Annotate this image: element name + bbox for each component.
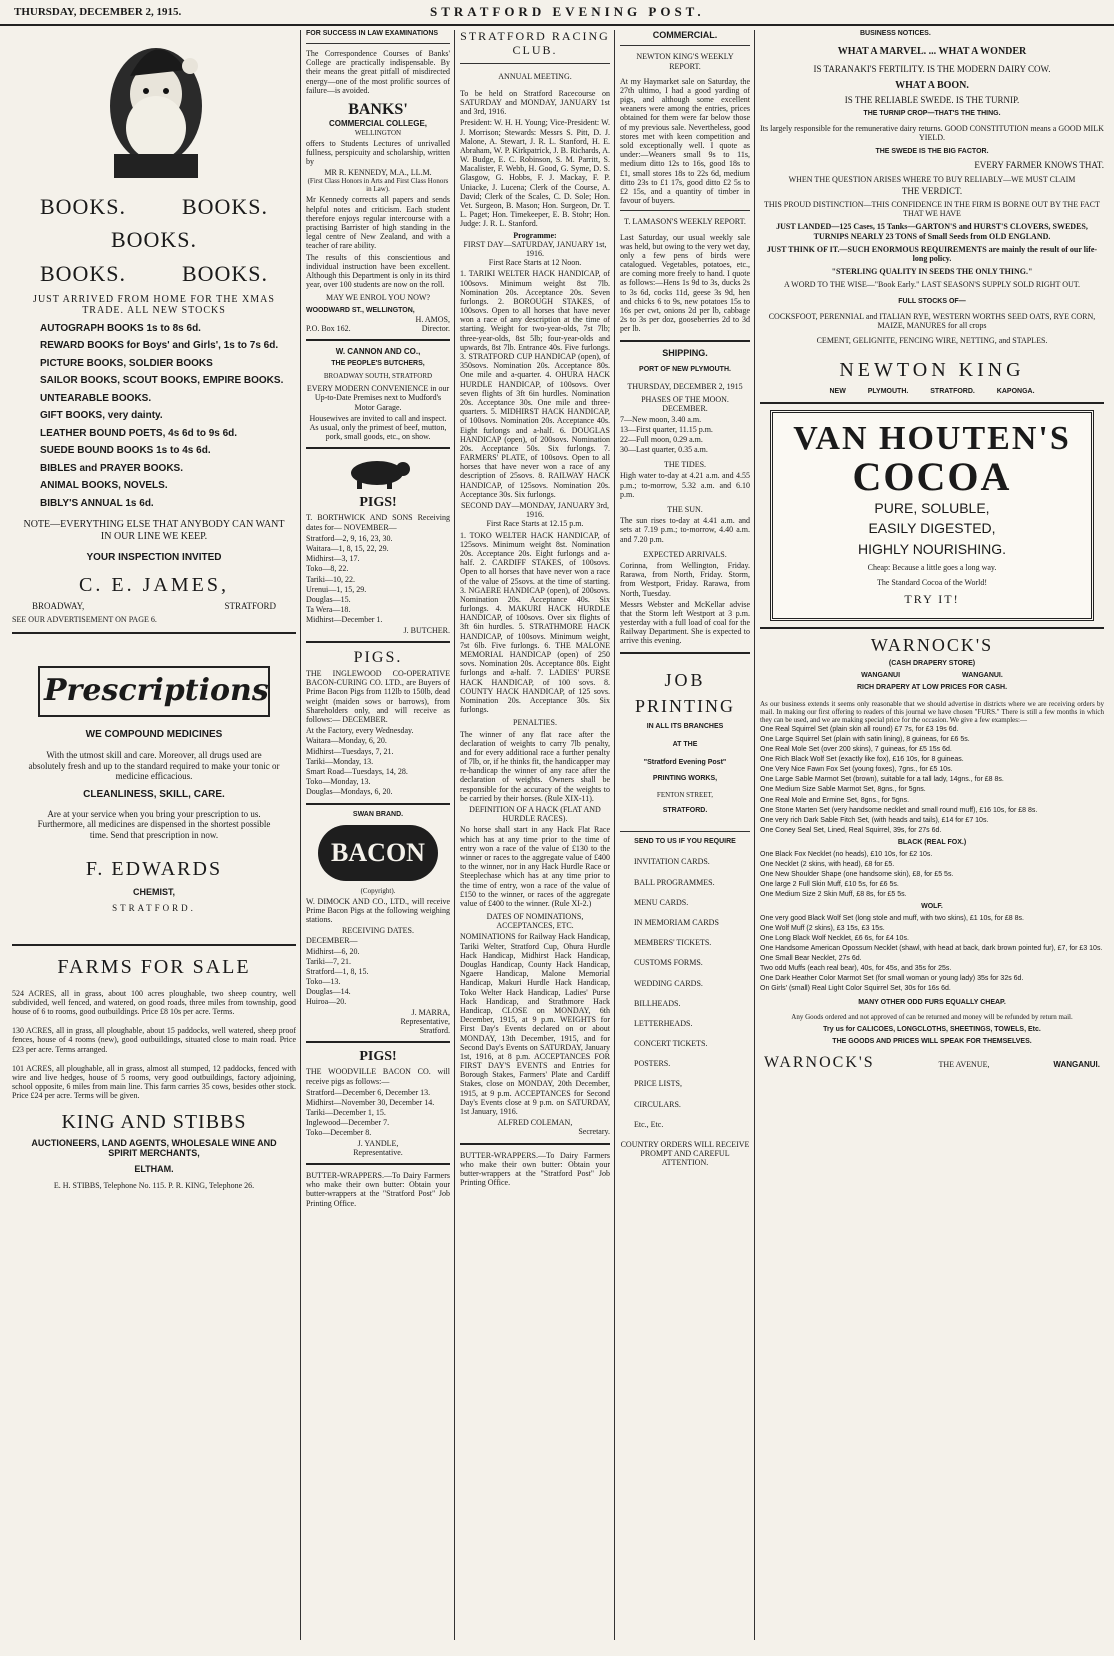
annual-meeting: ANNUAL MEETING. [498, 71, 572, 81]
warnocks-name: WARNOCK'S [870, 635, 994, 656]
date-item: Waitara—1, 8, 15, 22, 29. [306, 544, 389, 553]
coleman-name: ALFRED COLEMAN, [497, 1118, 573, 1128]
fur-item: One Rich Black Wolf Set (exactly like fox), £16 10s, for 8 guineas. [760, 756, 964, 764]
marra-title: Representative, [400, 1016, 450, 1026]
books-advert [12, 36, 296, 634]
date-item: Huiroa—20. [306, 997, 347, 1007]
sterling-text: "STERLING QUALITY IN SEEDS THE ONLY THING." [831, 267, 1033, 277]
date-item: Midhirst—6, 20. [306, 946, 360, 956]
fur-item: One Necklet (2 skins, with head), £8 for £5. [760, 860, 895, 868]
printing-item: MENU CARDS. [634, 897, 689, 907]
fur-item: One Wolf Muff (2 skins), £3 15s, £3 15s. [760, 925, 885, 933]
black-fox-heading: BLACK (REAL FOX.) [897, 838, 967, 846]
printing-item: BILLHEADS. [634, 998, 681, 1008]
date-item: Inglewood—December 7. [306, 1118, 390, 1128]
pig-icon [343, 455, 413, 489]
printing-item: LETTERHEADS. [634, 1018, 693, 1028]
try-us: Try us for CALICOES, LONGCLOTHS, SHEETINGS, TOWELS, Etc. [823, 1025, 1041, 1033]
cheap-text: Cheap: Because a little goes a long way. [867, 562, 997, 572]
farm-listing: 524 ACRES, all in grass, about 100 acres ploughable, two sheep country, well subdivided, well fenced, and watered, on good roads, three miles from township, good house of 6 to rooms, good outbuildings. Price £8 10s per acre. Terms. [12, 988, 296, 1017]
kennedy-honors: (First Class Honors in Arts and First Class Honors in Law). [307, 177, 449, 194]
farm-listing: 130 ACRES, all in grass, all ploughable, about 15 paddocks, well watered, sheep proof fences, house of 4 rooms (new), good outbuildings, situated close to main road. Price £23 per acre. Terms arranged. [12, 1026, 296, 1054]
column-3 [460, 30, 610, 1650]
fur-item: One Coney Seal Set, Lined, Real Squirrel, 39s, for 27s 6d. [760, 826, 942, 834]
book-item: BIBLY'S ANNUAL 1s 6d. [40, 497, 154, 509]
date-item: Ta Wera—18. [306, 605, 351, 615]
when-text: WHEN THE QUESTION ARISES WHERE TO BUY RELIABLY—WE MUST CLAIM [788, 174, 1076, 184]
service-text: Are at your service when you bring your prescription to us. Furthermore, all medicines are dispensed in the shortest possible time. Send that prescription in now. [37, 808, 271, 840]
books-heading: BOOKS. [181, 260, 269, 286]
santa-claus-icon [94, 36, 214, 186]
books-heading: BOOKS. [39, 194, 127, 219]
think-text: JUST THINK OF IT.—SUCH ENORMOUS REQUIREMENTS are mainly the result of our life-long policy. [766, 244, 1098, 264]
fur-list [760, 915, 1104, 993]
edwards-town: STRATFORD. [112, 903, 196, 914]
van-houten-advert [770, 410, 1094, 621]
turnip-text: THE TURNIP CROP—THAT'S THE THING. [863, 109, 1001, 117]
fenton-address: FENTON STREET, [656, 791, 714, 800]
cocksfoot-text: COCKSFOOT, PERENNIAL and ITALIAN RYE, WESTERN WORTHS SEED OATS, RYE CORN, MAIZE, MANURES for all crops [768, 311, 1096, 330]
tides-heading: THE TIDES. [663, 460, 707, 470]
issue-date: THURSDAY, DECEMBER 2, 1915. [14, 6, 182, 18]
date-item: Stratford—December 6, December 13. [306, 1087, 431, 1097]
date-item: DECEMBER— [306, 936, 358, 946]
branches-text: IN ALL ITS BRANCHES [646, 723, 724, 731]
swede-text: IS THE RELIABLE SWEDE. IS THE TURNIP. [844, 95, 1020, 106]
business-text: As our business extends it seems only reasonable that we should advertise in districts where we are receiving orders by mail. In making our first offering to readers of this journal we have chosen "FURS." There is still a few months in which they can be used, and we are making special price for the occasion. We give a few examples:— [760, 700, 1104, 725]
fur-item: One large 2 Full Skin Muff, £10 5s, for £6 5s. [760, 880, 899, 888]
sun-heading: THE SUN. [667, 505, 703, 515]
send-heading: SEND TO US IF YOU REQUIRE [634, 838, 736, 846]
any-goods: Any Goods ordered and not approved of can be returned and money will be refunded by return mail. [791, 1013, 1073, 1022]
james-town: STRATFORD [224, 600, 276, 611]
works-name: "Stratford Evening Post" [643, 759, 727, 767]
moon-list [620, 415, 750, 455]
def-hack-text: No horse shall start in any Hack Flat Race which has at any time prior to the time of entry won a race of the value of £130 to the winner or races to the aggregate value of £400 to the winner, nor in any Hack Hurdle Race or Steeplechase which has at any time prior to the time of entry, won a race of the value of £150 to the winner, or races of the aggregate value of £400 to the winner. (Rule XI-2.) [460, 825, 610, 908]
date-item: Douglas—14. [306, 987, 351, 997]
auctioneers-text: AUCTIONEERS, LAND AGENTS, WHOLESALE WINE AND SPIRIT MERCHANTS, [31, 1137, 277, 1158]
eltham-text: ELTHAM. [134, 1164, 174, 1175]
def-hack-heading: DEFINITION OF A HACK (FLAT AND HURDLE RACES). [469, 805, 601, 824]
date-item: Tariki—December 1, 15. [306, 1108, 386, 1118]
fur-item: One Black Fox Necklet (no heads), £10 10s, for £2 10s. [760, 850, 933, 858]
newton-king-name: NEWTON KING [839, 359, 1025, 382]
works-label: PRINTING WORKS, [652, 775, 718, 783]
pigs-heading: PIGS! [359, 495, 397, 511]
borthwick-dates [306, 534, 450, 625]
offers-text: offers to Students Lectures of unrivalled fullness, perspicuity and scholarship, written by [306, 138, 450, 166]
many-furs: MANY OTHER ODD FURS EQUALLY CHEAP. [858, 999, 1006, 1007]
printing-item: CUSTOMS FORMS. [634, 958, 703, 968]
fur-item: One Small Bear Necklet, 27s 6d. [760, 955, 862, 963]
dimock-dates [306, 936, 450, 1006]
first-day: FIRST DAY—SATURDAY, JANUARY 1st, 1916. [463, 239, 607, 258]
printing-item: IN MEMORIAM CARDS [634, 917, 719, 927]
pigs-heading: PIGS! [359, 1049, 397, 1065]
newton-king-advert [760, 46, 1104, 396]
farm-listing: 101 ACRES, all ploughable, all in grass, almost all stumped, 12 paddocks, fenced with wire and live hedges, house of 5 rooms, very good outbuildings, factory adjoining, school opposite, 6 miles from main line. This farm carries 35 cows, besides other stock. Price £24 per acre. Terms will be given. [12, 1063, 296, 1101]
prescriptions-heading [38, 666, 270, 717]
fur-item: One Large Sable Marmot Set (brown), suitable for a tall lady, 14gns., for £8 8s. [760, 776, 1004, 784]
country-orders: COUNTRY ORDERS WILL RECEIVE PROMPT AND CAREFUL ATTENTION. [620, 1140, 750, 1168]
try-it-text: TRY IT! [904, 591, 960, 606]
books-heading: BOOKS. [181, 194, 269, 219]
compound-heading: WE COMPOUND MEDICINES [85, 728, 223, 740]
marra-name: J. MARRA, [411, 1007, 450, 1017]
printing-item: MEMBERS' TICKETS. [634, 938, 712, 948]
marvel-text: WHAT A MARVEL. ... WHAT A WONDER [837, 46, 1027, 58]
date-item: At the Factory, every Wednesday. [306, 726, 414, 736]
director-title: Director. [421, 323, 450, 333]
butcher-signature: J. BUTCHER. [403, 625, 450, 635]
penalties-heading: PENALTIES. [513, 718, 557, 728]
club-heading: STRATFORD RACING CLUB. [460, 30, 610, 57]
held-text: To be held on Stratford Racecourse on SATURDAY and MONDAY, JANUARY 1st and 3rd, 1916. [460, 88, 610, 117]
warnocks-name: WARNOCK'S [764, 1053, 875, 1071]
date-item: Douglas—Mondays, 6, 20. [306, 787, 393, 797]
fur-item: One Very Nice Fawn Fox Set (young foxes), 7gns., for £5 10s. [760, 766, 953, 774]
college-city: WELLINGTON [354, 128, 402, 137]
see-advert: SEE OUR ADVERTISEMENT ON PAGE 6. [12, 615, 157, 625]
sun-text: The sun rises to-day at 4.41 a.m. and sets at 7.19 p.m.; to-morrow, 4.40 a.m. and 7.20 p.m. [620, 516, 750, 544]
cannon-heading: W. CANNON AND CO., [335, 346, 421, 356]
fur-item: One very rich Dark Sable Fitch Set, (with heads and tails), £14 for £7 10s. [760, 816, 989, 824]
wanganui-text: WANGANUI WANGANUI. [861, 671, 1003, 679]
woodville-text: THE WOODVILLE BACON CO. will receive pigs as follows:— [306, 1067, 450, 1086]
warnocks-avenue: THE AVENUE, [938, 1059, 990, 1069]
fur-list [760, 726, 1104, 835]
books-heading: BOOKS. [39, 260, 127, 286]
printing-items [620, 857, 750, 1129]
date-item: Smart Road—Tuesdays, 14, 28. [306, 766, 408, 776]
fur-list [760, 851, 1104, 899]
farms-advert [12, 956, 296, 1190]
lamason-heading: T. LAMASON'S WEEKLY REPORT. [624, 217, 746, 227]
pure-text: PURE, SOLUBLE, [874, 500, 990, 517]
coleman-title: Secretary. [578, 1127, 610, 1137]
clean-heading: CLEANLINESS, SKILL, CARE. [83, 789, 225, 801]
bacon-logo: BACON [318, 825, 438, 881]
corr-text: The Correspondence Courses of Banks' College are practically indispensable. By their means the great pitfall of misdirected energy—one of the most prolific sources of failure—is avoided. [306, 49, 450, 95]
college-heading: COMMERCIAL COLLEGE, [328, 119, 428, 129]
fur-item: Two odd Muffs (each real bear), 40s, for 45s, and 35s for 25s. [760, 965, 952, 973]
dimock-text: W. DIMOCK AND CO., LTD., will receive Prime Bacon Pigs at the following weighing stations. [306, 896, 450, 924]
lamason-text: Last Saturday, our usual weekly sale was held, but owing to the very wet day, only a few pens of birds were catalogued. Vegetables, potatoes, etc., are coming more freely to hand. I quote as follows:—Hens 1s 9d to 3s, ducks 2s to 3s 6d, cocks 11d, geese 3s 9d, hen and chicks 6 to 9s, new potatoes 15s to 16s per cwt, onions 2d per lb, cabbage 2s to 3s per doz, gooseberries 2d to 3d per lb. [620, 232, 750, 334]
phone-text: E. H. STIBBS, Telephone No. 115. P. R. KING, Telephone 26. [53, 1180, 255, 1190]
date-item: Waitara—Monday, 6, 20. [306, 736, 387, 746]
column-rule [454, 30, 455, 1640]
job-heading: JOB [664, 669, 706, 690]
date-item: Stratford—1, 8, 15. [306, 966, 369, 976]
printing-item: PRICE LISTS, [634, 1079, 683, 1089]
yandle-name: J. YANDLE, [357, 1138, 399, 1148]
first-start: First Race Starts at 12 Noon. [488, 258, 582, 268]
printing-item: WEDDING CARDS. [634, 978, 703, 988]
word-text: A WORD TO THE WISE—"Book Early." LAST SEASON'S SUPPLY SOLD RIGHT OUT. [783, 280, 1081, 290]
woodward-address: WOODWARD ST., WELLINGTON, [306, 306, 415, 314]
date-item: Toko—December 8. [306, 1128, 372, 1138]
column-rule [754, 30, 755, 1640]
arrived-text: JUST ARRIVED FROM HOME FOR THE XMAS TRADE. ALL NEW STOCKS [33, 293, 275, 317]
shipping-heading: SHIPPING. [662, 347, 708, 358]
date-item: Urenui—1, 15, 29. [306, 584, 367, 594]
column-2 [306, 30, 450, 1650]
inglewood-text: THE INGLEWOOD CO-OPERATIVE BACON-CURING CO. LTD., are Buyers of Prime Bacon Pigs from 112lb to 150lb, dead weight (maiden sows or barrows), from Shareholders only, and will receive as follows:— DECEMBER. [306, 669, 450, 725]
book-item: GIFT BOOKS, very dainty. [40, 410, 163, 422]
tides-text: High water to-day at 4.21 a.m. and 4.55 p.m.; to-morrow, 5.32 a.m. and 6.10 p.m. [620, 471, 750, 499]
cocoa-heading: COCOA [852, 454, 1012, 500]
works-town: STRATFORD. [662, 807, 708, 815]
fur-item: One Real Squirrel Set (plain skin all round) £7 7s, for £3 19s 6d. [760, 726, 959, 734]
factor-text: THE SWEDE IS THE BIG FACTOR. [875, 148, 989, 156]
wolf-heading: WOLF. [921, 903, 943, 910]
printing-heading: PRINTING [635, 696, 735, 717]
book-item: ANIMAL BOOKS, NOVELS. [40, 480, 168, 492]
phases-heading: PHASES OF THE MOON. [641, 395, 729, 405]
amos-name: H. AMOS, [415, 314, 450, 324]
boon-text: WHAT A BOON. [895, 79, 969, 91]
pigs-heading: PIGS. [353, 648, 403, 666]
wrappers-text: BUTTER-WRAPPERS.—To Dairy Farmers who make their own butter: Obtain your butter-wrappers at the "Stratford Post" Job Printing Office. [460, 1150, 610, 1188]
dates-text: NOMINATIONS for Railway Hack Handicap, Tariki Welter, Stratford Cup, Ohura Hurdle Hack Handicap, Midhirst Hack Handicap, Douglas Handicap, County Hack Handicap, Ngaere Handicap, Malone Memorial Handicap, Makuri Hurdle Hack Handicap, Toko Welter Hack Handicap, Ladies' Purse Hack Handicap, and Strathmore Hack Handicap, CLOSE on MONDAY, 6th December, 1915, at 9 p.m. WEIGHTS for First Day's Events declared on or about MONDAY, 13th December, 1915, and for Second Day's Events on SATURDAY, January 1st, 1916, at 8 p.m. ACCEPTANCES FOR FIRST DAY'S EVENTS and Entries for Borough Stakes, Farmers' Plate and Cardiff Stakes, close on MONDAY, 20th December, 1915, at 9 p.m. ACCEPTANCES for Second Day's Events close at 9 p.m. on SATURDAY, 1st January, 1916. [460, 932, 610, 1117]
note-text: NOTE—EVERYTHING ELSE THAT ANYBODY CAN WANT IN OUR LINE WE KEEP. [23, 519, 285, 542]
officials-text: President: W. H. H. Young; Vice-President: W. J. Morrison; Stewards: Messrs S. Pitt, D. J. Malone, A. Stewart, J. R. L. Stanford, H. E. Abraham, W. P. Kirkpatrick, J. B. Richards, A. W. Budge, E. C. Robinson, S. M. Parritt, S. Macalister, F. Webb, H. Good, G. Syme, D. S. Glasgow, G. Hobbs, F. J. Mackay, F. P. Uniacke, J. Lucena; Clerk of the Course, A. David; Clerk of the Scales, C. D. Sole; Hon. Vet. Surgeon, B. Mason; Hon. Surgeon, Dr. T. L. Paget; Hon. Timekeeper, E. B. Stohr; Hon. Judge: J. R. L. Stanford. [460, 118, 610, 229]
date-item: Toko—13. [306, 977, 341, 987]
newton-towns: NEW PLYMOUTH. STRATFORD. KAPONGA. [829, 388, 1035, 396]
fur-item: One Long Black Wolf Necklet, £6 6s, for £4 10s. [760, 935, 909, 943]
column-5 [760, 30, 1104, 1650]
webster-text: Messrs Webster and McKellar advise that the Storm left Westport at 3 p.m. yesterday with a full load of coal for the Railway Department. She is expected to arrive this evening. [620, 599, 750, 646]
moon-item: 30—Last quarter, 0.35 a.m. [620, 445, 708, 455]
printing-item: INVITATION CARDS. [634, 857, 710, 867]
fur-item: One Medium Size Sable Marmot Set, 8gns., for 5gns. [760, 786, 926, 794]
dates-heading: DATES OF NOMINATIONS, ACCEPTANCES, ETC. [486, 912, 584, 931]
highly-text: HIGHLY NOURISHING. [857, 540, 1007, 557]
warnocks-advert [760, 635, 1104, 1072]
results-text: The results of this conscientious and individual instruction have been excellent. Although this Department is only in its third year, over 100 students are now on the roll. [306, 252, 450, 290]
programme-heading: Programme: [513, 230, 557, 240]
printing-item: POSTERS. [634, 1059, 671, 1069]
date-item: Midhirst—3, 17. [306, 554, 360, 564]
verdict-text: THE VERDICT. [901, 185, 963, 196]
date-item: Tariki—7, 21. [306, 956, 351, 966]
fur-item: One Real Mole Set (over 200 skins), 7 guineas, for £5 15s 6d. [760, 746, 952, 754]
landed-text: JUST LANDED—125 Cases, 15 Tanks—GARTON'S and HURST'S CLOVERS, SWEDES, TURNIPS NEARLY 23 TONS of Small Seeds from OLD ENGLAND. [776, 222, 1088, 241]
fur-item: One Real Mole and Ermine Set, 8gns., for 5gns. [760, 796, 910, 804]
edwards-name: F. EDWARDS [85, 857, 223, 880]
month-heading: DECEMBER. [662, 404, 708, 414]
kennedy-name: MR R. KENNEDY, M.A., LL.M. [324, 168, 432, 178]
printing-item: CIRCULARS. [634, 1099, 681, 1109]
skill-text: With the utmost skill and care. Moreover, all drugs used are absolutely fresh and up to the standard required to make your tonic or medicine efficacious. [28, 750, 280, 782]
corrects-text: Mr Kennedy corrects all papers and sends helpful notes and criticism. Each student therefore enjoys regular intercourse with a practising Barrister of high standing in the legal centre of New Zealand, and with a teacher of rare ability. [306, 195, 450, 251]
book-item: AUTOGRAPH BOOKS 1s to 8s 6d. [40, 322, 201, 334]
moon-item: 13—First quarter, 11.15 p.m. [620, 424, 713, 434]
date-item: Tariki—Monday, 13. [306, 756, 374, 766]
column-rule [300, 30, 301, 1640]
nk-report-text: At my Haymarket sale on Saturday, the 27th ultimo, I had a good yarding of pigs, and although some excellent weaners were among the entries, prices obtained for them were far below those of my previous sale. Nevertheless, good stores met with keen competition and sold exceptionally well. I quote as under:—Weaners small 9s to 11s, medium ditto 12s to 16s, good 18s to £1, small stores 18s to 22s 6d, medium ditto 23s to £1 17s, good ditto £2 5s to £2 15s, and a quantity of timber in favour of buyers. [620, 76, 750, 206]
marra-town: Stratford. [419, 1026, 450, 1036]
masthead [0, 0, 1114, 26]
races-day1: 1. TARIKI WELTER HACK HANDICAP, of 100sovs. Minimum weight 8st 7lb. Nomination 20s. Acceptance 20s. Seven furlongs. 2. BOROUGH STAKES, of 100sovs. Open to all horses that have never won a race of any description at the time of starting. Weight for two-year-olds, 7st 7lb; three-year-olds, 8st 5lb; four-year-olds and upwards, 8st 7lb. Entrance 40s. Five furlongs. 3. STRATFORD CUP HANDICAP (open), of 350sovs. Nomination 20s. Acceptance 80s. One mile and a-quarter. 4. OHURA HACK HURDLE HANDICAP, of 100sovs. Over seven flights of 3ft 6in hurdles. Nomination 20s. Acceptance 30s. One mile and three-quarters. 5. MIDHIRST HACK HANDICAP, of 100sovs. Nomination 20s. Acceptance 40s. Eight furlongs and a-half. 6. DOUGLAS HANDICAP (open), of 200sovs. Nomination 20s. Acceptance 50s. Six furlongs. 7. FARMERS' PLATE, of 100sovs. Open to all horses that have never won a race of any description of 25sovs. 8. RAILWAY HACK HANDICAP, of 125sovs. Nomination 20s. Acceptance 30s. Six furlongs. [460, 269, 610, 499]
book-item: REWARD BOOKS for Boys' and Girls', 1s to 7s 6d. [40, 340, 279, 352]
fur-item: One Medium Size 2 Skin Muff, £8 8s, for £5 5s. [760, 890, 907, 898]
invite-text: YOUR INSPECTION INVITED [86, 552, 222, 564]
date-item: Stratford—2, 9, 16, 23, 30. [306, 533, 393, 543]
proud-text: THIS PROUD DISTINCTION—THIS CONFIDENCE IN THE FIRM IS BORNE OUT BY THE FACT THAT WE HAVE [763, 200, 1100, 219]
moon-item: 7—New moon, 3.40 a.m. [620, 414, 702, 424]
book-item: UNTEARABLE BOOKS. [40, 392, 152, 404]
column-1 [12, 30, 296, 1650]
moon-item: 22—Full moon, 0.29 a.m. [620, 434, 703, 444]
woodville-dates [306, 1088, 450, 1138]
date-item: Midhirst—Tuesdays, 7, 21. [306, 746, 394, 756]
arrivals-text: Corinna, from Wellington, Friday. Rarawa, from North, Friday. Storm, from Westport, Friday. Rarawa, from North, Tuesday. [620, 560, 750, 598]
law-heading: FOR SUCCESS IN LAW EXAMINATIONS [306, 30, 439, 37]
date-item: Midhirst—November 30, December 14. [306, 1097, 435, 1107]
largely-text: Its largely responsible for the remunerative dairy returns. GOOD CONSTITUTION means a GOOD MILK YIELD. [760, 123, 1104, 142]
full-stocks: FULL STOCKS OF— [898, 297, 966, 305]
fertility-text: IS TARANAKI'S FERTILITY. IS THE MODERN DAIRY COW. [813, 63, 1051, 74]
book-list [12, 323, 296, 510]
receiving-heading: RECEIVING DATES. [342, 926, 414, 936]
housewives-text: Housewives are invited to call and inspect. As usual, only the primest of beef, mutton, pork, small goods, etc., on show. [309, 413, 447, 442]
cement-text: CEMENT, GELIGNITE, FENCING WIRE, NETTING, and STAPLES. [816, 336, 1048, 345]
commercial-heading: COMMERCIAL. [652, 30, 718, 40]
prescriptions-label: Prescriptions [44, 673, 269, 709]
po-box: P.O. Box 162. [306, 323, 351, 333]
printing-item: BALL PROGRAMMES. [634, 877, 715, 887]
james-name: C. E. JAMES, [79, 573, 229, 596]
book-item: SAILOR BOOKS, SCOUT BOOKS, EMPIRE BOOKS. [40, 375, 284, 387]
arrivals-heading: EXPECTED ARRIVALS. [643, 549, 727, 559]
copyright-text: (Copyright). [360, 886, 396, 895]
fur-item: One Handsome American Opossum Necklet (shawl, with head at back, dark brown pointed fur), £7, for £3 10s. [760, 945, 1103, 953]
races-day2: 1. TOKO WELTER HACK HANDICAP, of 125sovs. Minimum weight 8st. Nomination 20s. Acceptance 20s. Eight furlongs and a-half. 2. CARDIFF STAKES, of 100sovs. Open to all horses that have never won a race of the value of 25sovs. at the time of starting. 3. NGAERE HANDICAP (open), of 200sovs. Nomination 20s. Acceptance 40s. Six furlongs. 4. MAKURI HACK HURDLE HANDICAP, of 100sovs. Over six flights of 3ft 6in hurdles. 5. STRATHMORE HACK HANDICAP, of 100sovs. Minimum weight, 7st 6lb. Five furlongs. 6. THE MALONE MEMORIAL HANDICAP (open) of 250 sovs. Nomination 20s. Acceptance 80s. Eight furlongs and a-half. 7. LADIES' PURSE HACK HANDICAP, of 100 sovs. 8. COUNTY HACK HANDICAP, of 125 sovs. Nomination 20s. Acceptance 30s. Six furlongs. [460, 530, 610, 715]
at-the-text: AT THE [672, 741, 698, 749]
james-address: BROADWAY, [32, 600, 85, 611]
butchers-heading: THE PEOPLE'S BUTCHERS, [331, 360, 425, 368]
king-stibbs-heading: KING AND STIBBS [61, 1110, 247, 1133]
shipping-date: THURSDAY, DECEMBER 2, 1915 [627, 381, 743, 391]
fur-item: One Large Squirrel Set (plain with satin lining), 8 guineas, for £6 5s. [760, 736, 970, 744]
every-farmer: EVERY FARMER KNOWS THAT. [974, 160, 1104, 171]
second-day: SECOND DAY—MONDAY, JANUARY 3rd, 1916. [460, 501, 610, 520]
newspaper-title: STRATFORD EVENING POST. [430, 4, 705, 19]
standard-text: The Standard Cocoa of the World! [876, 577, 988, 587]
printing-item: CONCERT TICKETS. [634, 1039, 708, 1049]
fur-item: One New Shoulder Shape (one handsome skin), £8, for £5 5s. [760, 870, 954, 878]
borthwick-text: T. BORTHWICK AND SONS Receiving dates for— NOVEMBER— [306, 513, 450, 532]
rich-drapery: RICH DRAPERY AT LOW PRICES FOR CASH. [856, 684, 1008, 692]
cash-store: (CASH DRAPERY STORE) [888, 659, 976, 667]
date-item: Tariki—10, 22. [306, 574, 355, 584]
port-heading: PORT OF NEW PLYMOUTH. [639, 365, 731, 373]
date-item: Douglas—15. [306, 594, 351, 604]
date-item: Toko—8, 22. [306, 564, 349, 574]
warnocks-town: WANGANUI. [1053, 1059, 1100, 1069]
book-item: PICTURE BOOKS, SOLDIER BOOKS [40, 357, 213, 369]
business-notices: BUSINESS NOTICES. [860, 30, 931, 37]
fur-item: On Girls' (small) Real Light Color Squirrel Set, 30s for 16s 6d. [760, 985, 951, 993]
printing-item: Etc., Etc. [634, 1119, 664, 1129]
enrol-text: MAY WE ENROL YOU NOW? [326, 293, 430, 303]
fur-item: One Dark Heather Color Marmot Set (for small woman or young lady) 35s for 32s 6d. [760, 975, 1024, 983]
book-item: LEATHER BOUND POETS, 4s 6d to 9s 6d. [40, 427, 238, 439]
book-item: SUEDE BOUND BOOKS 1s to 4s 6d. [40, 445, 211, 457]
banks-heading: BANKS' [348, 100, 408, 118]
date-item: Midhirst—December 1. [306, 615, 383, 625]
column-4 [620, 30, 750, 1650]
yandle-title: Representative. [353, 1147, 403, 1157]
inglewood-dates [306, 726, 450, 796]
fur-item: One very good Black Wolf Set (long stole and muff, with two skins), £1 10s, for £8 8s. [760, 915, 1024, 923]
second-start: First Race Starts at 12.15 p.m. [486, 519, 584, 529]
swan-brand: SWAN BRAND. [352, 810, 404, 818]
nk-report-heading: NEWTON KING'S WEEKLY REPORT. [636, 52, 734, 71]
chemist-label: CHEMIST, [132, 886, 175, 897]
goods-speak: THE GOODS AND PRICES WILL SPEAK FOR THEMSELVES. [832, 1037, 1032, 1045]
easily-text: EASILY DIGESTED, [868, 520, 996, 537]
van-houten-name: VAN HOUTEN'S [793, 420, 1071, 458]
cannon-address: BROADWAY SOUTH, STRATFORD [323, 372, 433, 381]
penalties-text: The winner of any flat race after the declaration of weights to carry 7lb penalty, and for every additional race a further penalty of 7lb, or, if he thinks fit, the handicapper may re-handicap the winner of any race after the declaration of weights. Owners shall be responsible for the accuracy of the weights to be carried by their horses. (Rule XIX-11). [460, 729, 610, 803]
date-item: Toko—Monday, 13. [306, 777, 371, 787]
farms-heading: FARMS FOR SALE [57, 955, 251, 978]
book-item: BIBLES and PRAYER BOOKS. [40, 462, 183, 474]
column-rule [614, 30, 615, 1640]
prescriptions-advert [12, 634, 296, 945]
books-heading: BOOKS. [110, 227, 198, 253]
modern-text: EVERY MODERN CONVENIENCE in our Up-to-Date Premises next to Mudford's Motor Garage. [306, 384, 450, 412]
fur-item: One Stone Marten Set (very handsome necklet and small round muff), £16 10s, for £8 8s. [760, 806, 1038, 814]
wrappers-text: BUTTER-WRAPPERS.—To Dairy Farmers who make their own butter: Obtain your butter-wrappers at the "Stratford Post" Job Printing Office. [306, 1171, 450, 1208]
